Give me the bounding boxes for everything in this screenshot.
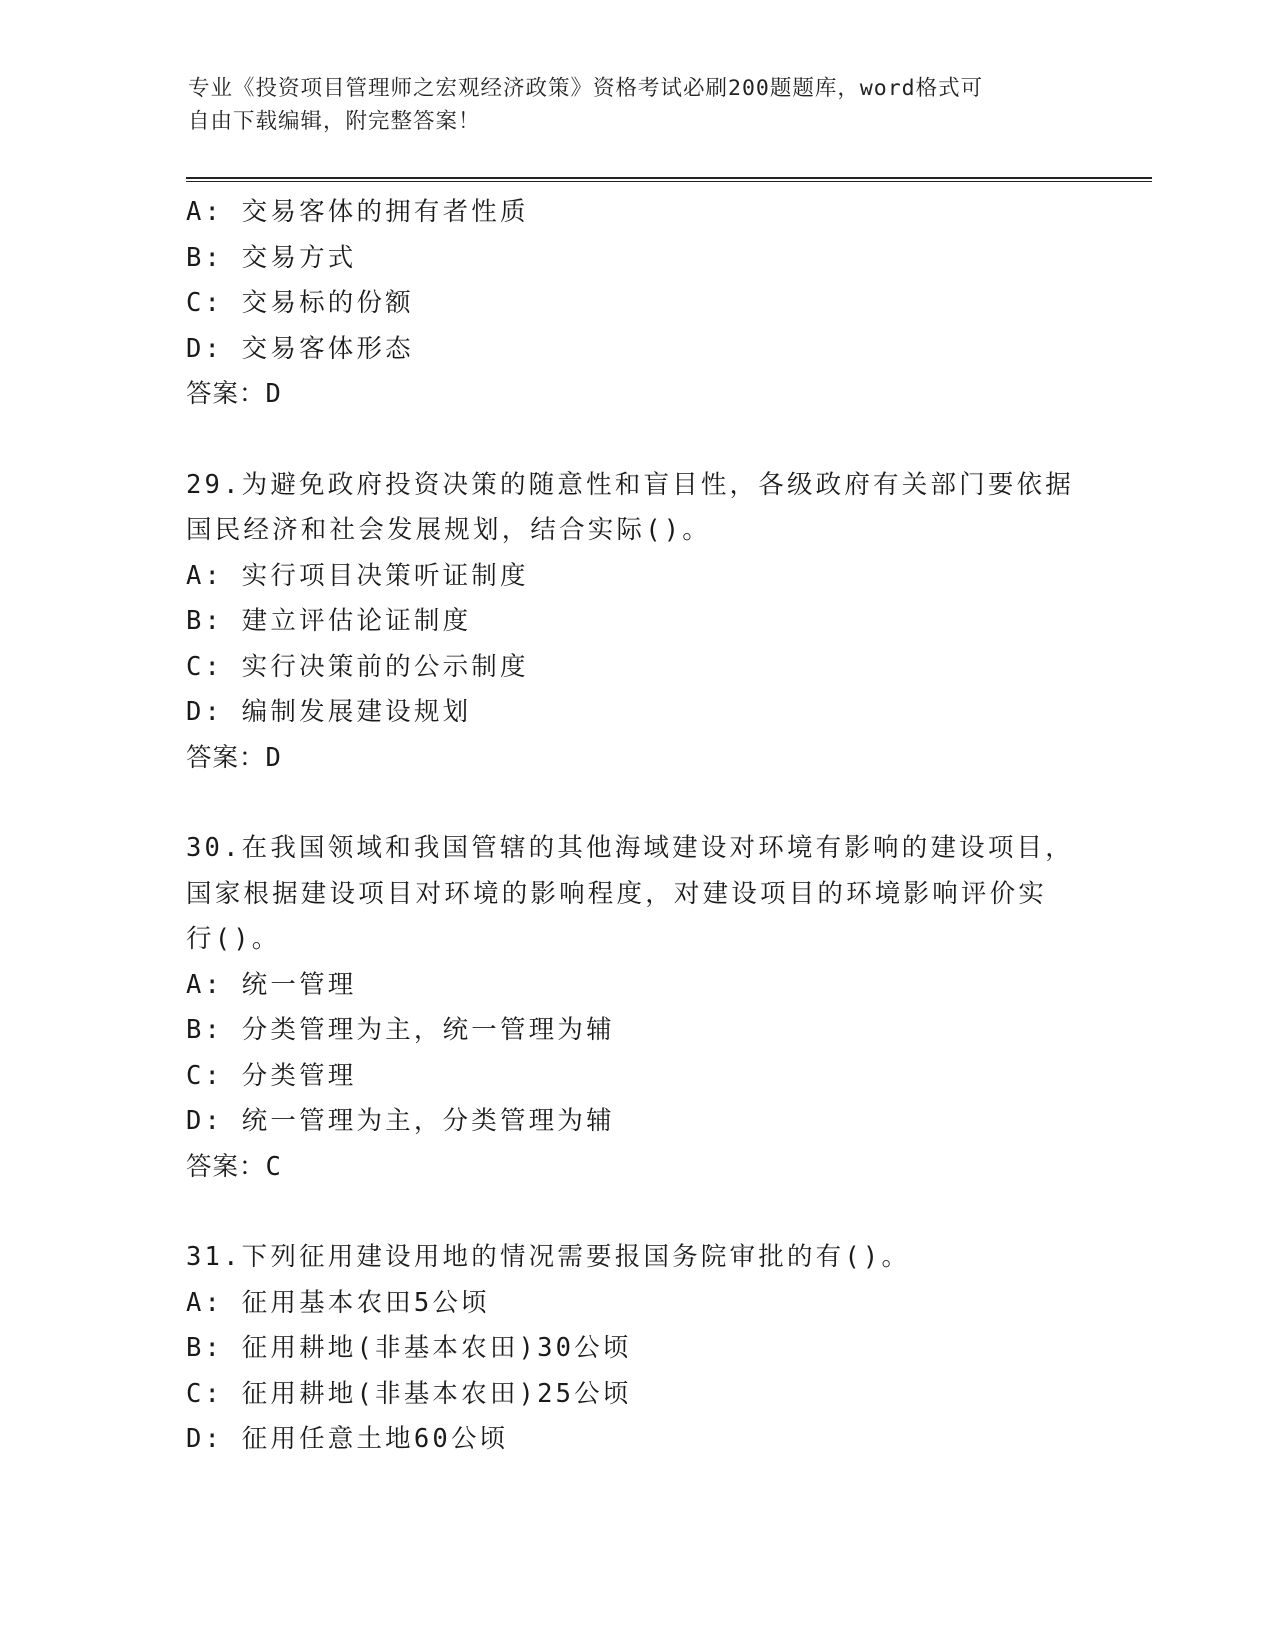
option-label: B: bbox=[186, 1333, 224, 1363]
answer-30: 答案：C bbox=[186, 1151, 282, 1182]
option-d bbox=[186, 1099, 1086, 1145]
option-text: 交易客体的拥有者性质 bbox=[241, 197, 529, 227]
answer-28: 答案：D bbox=[186, 379, 282, 409]
question-29-stem-line-1: 29.为避免政府投资决策的随意性和盲目性，各级政府有关部门要依据 bbox=[186, 469, 1074, 500]
option-text: 征用基本农田5公顷 bbox=[241, 1287, 490, 1318]
option-b bbox=[186, 236, 1086, 282]
option-b bbox=[186, 1326, 1086, 1372]
option-label: B: bbox=[186, 606, 224, 636]
option-label: B: bbox=[186, 242, 224, 273]
option-text: 征用任意土地60公顷 bbox=[241, 1424, 509, 1454]
spacer bbox=[186, 781, 1086, 826]
option-text: 统一管理为主，分类管理为辅 bbox=[241, 1106, 615, 1136]
option-label: C: bbox=[186, 1378, 224, 1409]
option-label: A: bbox=[186, 1287, 224, 1318]
option-label: C: bbox=[186, 651, 224, 682]
option-text: 交易标的份额 bbox=[241, 288, 414, 318]
question-29 bbox=[186, 463, 1086, 782]
option-text: 实行决策前的公示制度 bbox=[241, 651, 529, 682]
option-c bbox=[186, 281, 1086, 327]
option-text: 征用耕地(非基本农田)30公顷 bbox=[241, 1333, 632, 1363]
option-label: D: bbox=[186, 333, 224, 364]
question-30 bbox=[186, 826, 1086, 1190]
option-label: D: bbox=[186, 1424, 224, 1454]
option-b bbox=[186, 599, 1086, 645]
option-a bbox=[186, 1281, 1086, 1327]
option-text: 交易客体形态 bbox=[241, 333, 414, 364]
option-d bbox=[186, 327, 1086, 373]
question-30-stem-line-2: 国家根据建设项目对环境的影响程度，对建设项目的环境影响评价实 bbox=[186, 878, 1048, 909]
header-line-2: 自由下载编辑，附完整答案！ bbox=[188, 109, 481, 134]
option-text: 分类管理 bbox=[241, 1060, 357, 1091]
option-a bbox=[186, 190, 1086, 236]
question-31 bbox=[186, 1235, 1086, 1463]
option-label: D: bbox=[186, 1106, 224, 1136]
option-text: 征用耕地(非基本农田)25公顷 bbox=[241, 1378, 632, 1409]
answer-29: 答案：D bbox=[186, 742, 282, 773]
option-text: 统一管理 bbox=[241, 969, 357, 1000]
option-label: B: bbox=[186, 1015, 224, 1045]
header-line-1: 专业《投资项目管理师之宏观经济政策》资格考试必刷200题题库，word格式可 bbox=[188, 76, 984, 101]
option-c bbox=[186, 1372, 1086, 1418]
question-30-stem-line-3: 行()。 bbox=[186, 924, 281, 954]
option-c bbox=[186, 645, 1086, 691]
option-label: D: bbox=[186, 697, 224, 727]
option-text: 分类管理为主，统一管理为辅 bbox=[241, 1015, 615, 1045]
option-c bbox=[186, 1054, 1086, 1100]
option-text: 交易方式 bbox=[241, 242, 357, 273]
option-b bbox=[186, 1008, 1086, 1054]
option-d bbox=[186, 1417, 1086, 1463]
option-text: 建立评估论证制度 bbox=[241, 606, 472, 636]
spacer bbox=[186, 1190, 1086, 1235]
question-29-stem-line-2: 国民经济和社会发展规划，结合实际()。 bbox=[186, 515, 712, 545]
question-list bbox=[186, 190, 1086, 1463]
header-divider bbox=[186, 177, 1152, 182]
option-text: 编制发展建设规划 bbox=[241, 697, 472, 727]
option-text: 实行项目决策听证制度 bbox=[241, 560, 529, 591]
option-a bbox=[186, 554, 1086, 600]
option-label: A: bbox=[186, 560, 224, 591]
option-label: A: bbox=[186, 197, 224, 227]
option-label: A: bbox=[186, 969, 224, 1000]
question-28-options bbox=[186, 190, 1086, 418]
option-d bbox=[186, 690, 1086, 736]
page-header bbox=[188, 72, 1068, 138]
question-31-stem-line-1: 31.下列征用建设用地的情况需要报国务院审批的有()。 bbox=[186, 1242, 911, 1272]
question-30-stem-line-1: 30.在我国领域和我国管辖的其他海域建设对环境有影响的建设项目， bbox=[186, 833, 1074, 863]
option-label: C: bbox=[186, 288, 224, 318]
option-label: C: bbox=[186, 1060, 224, 1091]
option-a bbox=[186, 963, 1086, 1009]
spacer bbox=[186, 418, 1086, 463]
